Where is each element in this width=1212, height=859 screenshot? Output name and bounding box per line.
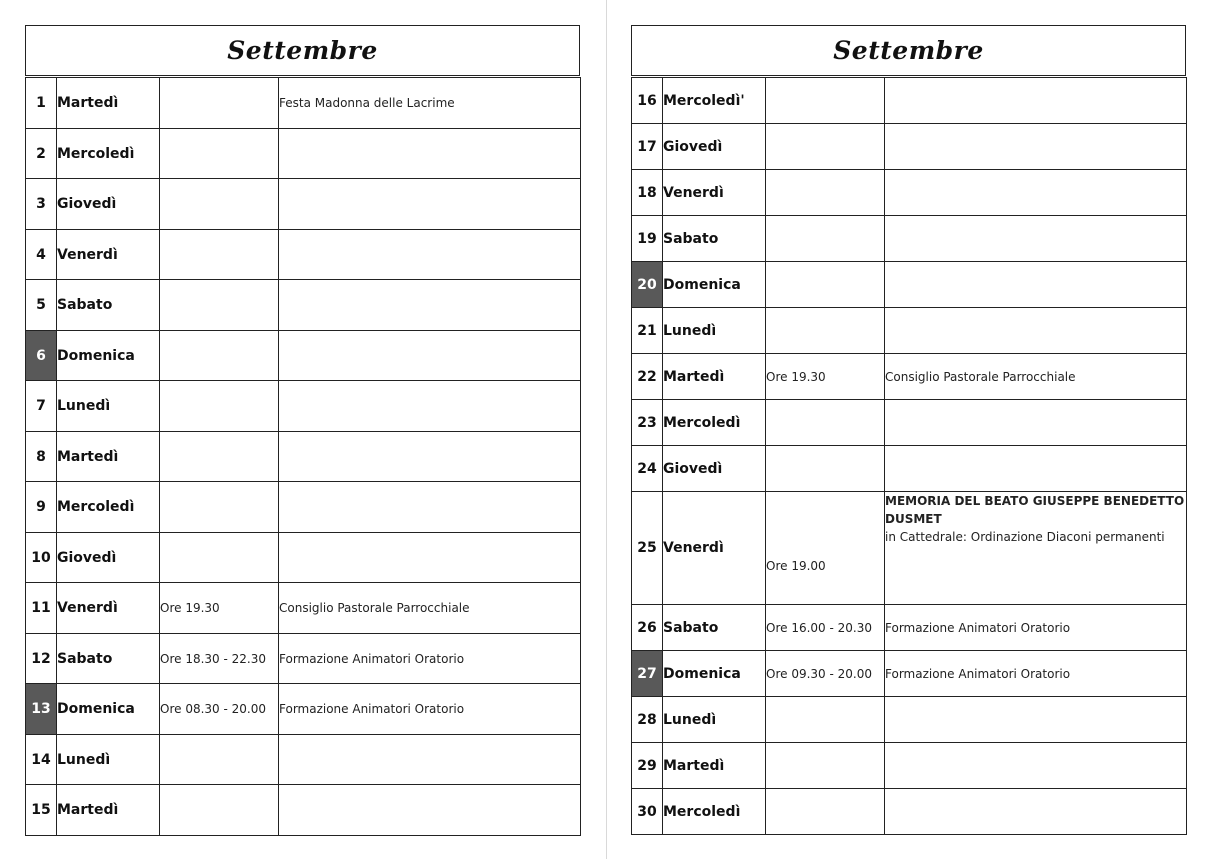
day-number: 16 [632,78,663,124]
weekday-name: Venerdì [663,492,766,605]
event-cell [885,492,1187,605]
event-time [766,743,885,789]
event-description: Consiglio Pastorale Parrocchiale [885,354,1187,400]
weekday-name: Mercoledì' [663,78,766,124]
calendar-row [632,492,1187,605]
event-time [160,533,279,583]
calendar-row [632,170,1187,216]
calendar-row [632,262,1187,308]
calendar-row [632,789,1187,835]
calendar-row [26,533,581,583]
day-number: 13 [26,684,57,735]
event-time [160,280,279,331]
day-number: 4 [26,230,57,280]
calendar-row [632,354,1187,400]
day-number: 6 [26,331,57,381]
event-description: Festa Madonna delle Lacrime [279,78,581,129]
day-number: 11 [26,583,57,634]
weekday-name: Martedì [663,743,766,789]
calendar-row [26,129,581,179]
calendar-row [632,78,1187,124]
weekday-name: Lunedì [57,735,160,785]
month-title: Settembre [25,25,580,76]
event-time [160,381,279,432]
weekday-name: Sabato [57,634,160,684]
event-description [885,124,1187,170]
weekday-name: Sabato [663,216,766,262]
event-time: Ore 16.00 - 20.30 [766,605,885,651]
calendar-row [632,308,1187,354]
event-time: Ore 19.30 [160,583,279,634]
event-description: Formazione Animatori Oratorio [279,684,581,735]
day-number: 12 [26,634,57,684]
day-number: 7 [26,381,57,432]
calendar-table-right [631,77,1187,835]
event-description: Formazione Animatori Oratorio [885,605,1187,651]
day-number: 14 [26,735,57,785]
event-description: Formazione Animatori Oratorio [885,651,1187,697]
event-time [766,789,885,835]
weekday-name: Mercoledì [663,789,766,835]
calendar-row [26,230,581,280]
event-time [160,331,279,381]
day-number: 8 [26,432,57,482]
calendar-row [632,400,1187,446]
calendar-row [632,651,1187,697]
weekday-name: Lunedì [57,381,160,432]
calendar-row [26,280,581,331]
weekday-name: Venerdì [663,170,766,216]
event-description [885,216,1187,262]
day-number: 9 [26,482,57,533]
calendar-row [632,124,1187,170]
calendar-row [632,605,1187,651]
day-number: 26 [632,605,663,651]
day-number: 20 [632,262,663,308]
day-number: 18 [632,170,663,216]
event-description [279,331,581,381]
event-description [279,280,581,331]
event-description [885,262,1187,308]
calendar-row [632,216,1187,262]
event-time [766,216,885,262]
event-description [885,697,1187,743]
calendar-row [26,179,581,230]
event-description [885,308,1187,354]
weekday-name: Lunedì [663,697,766,743]
weekday-name: Domenica [663,262,766,308]
weekday-name: Mercoledì [57,482,160,533]
day-number: 5 [26,280,57,331]
day-number: 19 [632,216,663,262]
month-title: Settembre [631,25,1186,76]
day-number: 3 [26,179,57,230]
weekday-name: Domenica [57,331,160,381]
weekday-name: Martedì [57,432,160,482]
event-time [766,262,885,308]
event-description: Formazione Animatori Oratorio [279,634,581,684]
event-description [279,179,581,230]
day-number: 27 [632,651,663,697]
day-number: 25 [632,492,663,605]
event-time [766,400,885,446]
event-description [279,129,581,179]
calendar-row [26,684,581,735]
weekday-name: Domenica [57,684,160,735]
event-time: Ore 09.30 - 20.00 [766,651,885,697]
event-time [160,735,279,785]
day-number: 30 [632,789,663,835]
weekday-name: Lunedì [663,308,766,354]
event-description [279,482,581,533]
calendar-row [26,482,581,533]
weekday-name: Mercoledì [57,129,160,179]
day-number: 17 [632,124,663,170]
day-number: 22 [632,354,663,400]
day-number: 23 [632,400,663,446]
weekday-name: Domenica [663,651,766,697]
calendar-row [26,634,581,684]
event-description [279,735,581,785]
event-time [766,124,885,170]
day-number: 15 [26,785,57,836]
event-time [160,129,279,179]
calendar-row [632,446,1187,492]
day-number: 28 [632,697,663,743]
calendar-table-left [25,77,581,836]
weekday-name: Mercoledì [663,400,766,446]
event-time [766,697,885,743]
event-description [885,789,1187,835]
event-time [160,785,279,836]
weekday-name: Giovedì [663,124,766,170]
calendar-row [26,785,581,836]
weekday-name: Sabato [663,605,766,651]
weekday-name: Giovedì [663,446,766,492]
calendar-row [26,78,581,129]
day-number: 21 [632,308,663,354]
calendar-row [26,735,581,785]
event-time [160,432,279,482]
event-description [885,743,1187,789]
event-time: Ore 08.30 - 20.00 [160,684,279,735]
event-time: Ore 19.30 [766,354,885,400]
day-number: 10 [26,533,57,583]
calendar-row [632,743,1187,789]
event-time [766,170,885,216]
event-time [160,78,279,129]
weekday-name: Venerdì [57,230,160,280]
weekday-name: Venerdì [57,583,160,634]
calendar-row [26,381,581,432]
day-number: 2 [26,129,57,179]
event-time [766,78,885,124]
event-description [279,785,581,836]
event-time: Ore 18.30 - 22.30 [160,634,279,684]
event-description [279,432,581,482]
day-number: 29 [632,743,663,789]
calendar-page-left [25,25,580,836]
day-number: 1 [26,78,57,129]
event-description [279,230,581,280]
event-description [279,381,581,432]
calendar-page-right [631,25,1186,835]
event-time: Ore 19.00 [766,492,885,605]
calendar-row [26,331,581,381]
page-divider [606,0,607,859]
day-number: 24 [632,446,663,492]
event-description [885,170,1187,216]
event-time [160,482,279,533]
calendar-row [632,697,1187,743]
weekday-name: Giovedì [57,533,160,583]
event-time [160,179,279,230]
event-description: Consiglio Pastorale Parrocchiale [279,583,581,634]
event-description [885,400,1187,446]
weekday-name: Giovedì [57,179,160,230]
event-description [279,533,581,583]
calendar-row [26,432,581,482]
event-time [766,308,885,354]
weekday-name: Martedì [57,78,160,129]
weekday-name: Martedì [663,354,766,400]
event-time [766,446,885,492]
weekday-name: Sabato [57,280,160,331]
event-description [885,78,1187,124]
calendar-row [26,583,581,634]
weekday-name: Martedì [57,785,160,836]
event-title: MEMORIA DEL BEATO GIUSEPPE BENEDETTO DUSMET [885,494,1185,526]
event-description: in Cattedrale: Ordinazione Diaconi permanenti [885,530,1165,544]
event-description [885,446,1187,492]
event-time [160,230,279,280]
